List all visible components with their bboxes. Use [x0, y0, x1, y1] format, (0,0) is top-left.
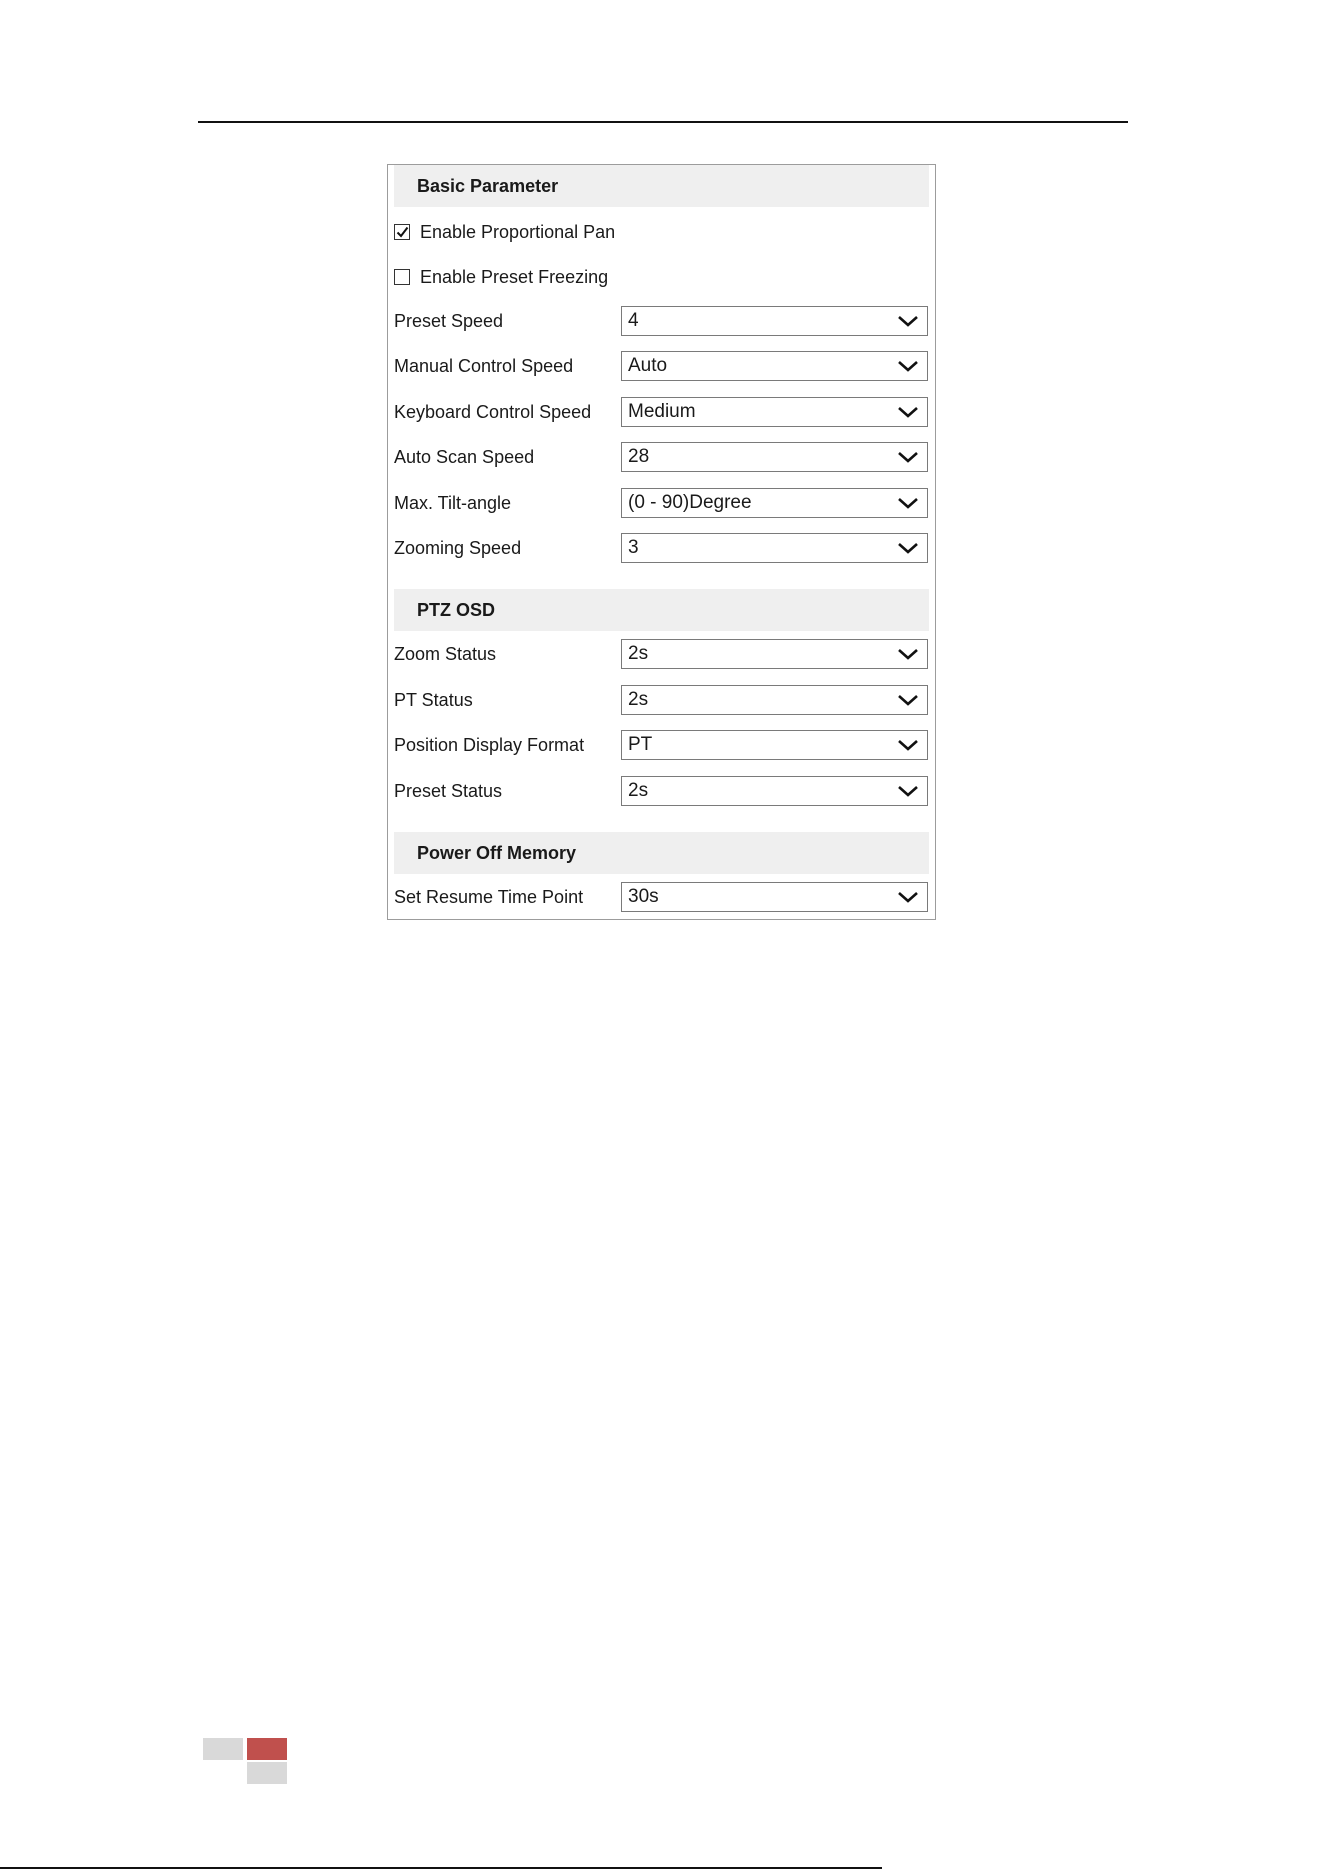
section-title: PTZ OSD	[417, 600, 496, 620]
chevron-down-icon	[897, 693, 919, 707]
field-label-keyboard-control-speed: Keyboard Control Speed	[394, 402, 592, 422]
field-label-pt-status: PT Status	[394, 690, 473, 710]
field-label-set-resume-time-point: Set Resume Time Point	[394, 887, 584, 907]
zoom-status-select[interactable]	[621, 639, 928, 669]
footer-gray-block	[203, 1738, 243, 1760]
select-value: 28	[628, 446, 650, 467]
position-display-format-select[interactable]	[621, 730, 928, 760]
keyboard-control-speed-select[interactable]	[621, 397, 928, 427]
checkbox-preset-freezing[interactable]	[394, 269, 410, 285]
field-label-position-display-format: Position Display Format	[394, 735, 585, 755]
checkbox-label: Enable Proportional Pan	[420, 221, 616, 242]
section-header-power-off-memory	[394, 832, 929, 874]
checkbox-row-preset-freezing[interactable]	[394, 265, 608, 289]
chevron-down-icon	[897, 450, 919, 464]
section-header-basic-parameter	[394, 165, 929, 207]
section-title: Basic Parameter	[417, 176, 559, 196]
footer-gray-block	[247, 1762, 287, 1784]
footer-red-block	[247, 1738, 287, 1760]
field-label-preset-speed: Preset Speed	[394, 311, 504, 331]
chevron-down-icon	[897, 405, 919, 419]
select-value: Auto	[628, 355, 668, 376]
field-label-preset-status: Preset Status	[394, 781, 503, 801]
chevron-down-icon	[897, 890, 919, 904]
select-value: 30s	[628, 886, 659, 907]
ptz-settings-panel	[387, 164, 936, 920]
zooming-speed-select[interactable]	[621, 533, 928, 563]
top-rule	[198, 121, 1128, 123]
checkbox-label: Enable Preset Freezing	[420, 266, 609, 287]
chevron-down-icon	[897, 738, 919, 752]
chevron-down-icon	[897, 647, 919, 661]
select-value: (0 - 90)Degree	[628, 492, 752, 513]
chevron-down-icon	[897, 359, 919, 373]
select-value: PT	[628, 734, 653, 755]
preset-status-select[interactable]	[621, 776, 928, 806]
field-label-auto-scan-speed: Auto Scan Speed	[394, 447, 535, 467]
field-label-zooming-speed: Zooming Speed	[394, 538, 522, 558]
set-resume-time-point-select[interactable]	[621, 882, 928, 912]
max-tilt-angle-select[interactable]	[621, 488, 928, 518]
field-label-max-tilt-angle: Max. Tilt-angle	[394, 493, 512, 513]
checkbox-proportional-pan[interactable]	[394, 224, 410, 240]
chevron-down-icon	[897, 541, 919, 555]
section-header-ptz-osd	[394, 589, 929, 631]
chevron-down-icon	[897, 496, 919, 510]
checkbox-row-proportional-pan[interactable]	[394, 220, 615, 244]
select-value: Medium	[628, 401, 696, 422]
auto-scan-speed-select[interactable]	[621, 442, 928, 472]
field-label-zoom-status: Zoom Status	[394, 644, 497, 664]
chevron-down-icon	[897, 314, 919, 328]
select-value: 2s	[628, 643, 649, 664]
chevron-down-icon	[897, 784, 919, 798]
manual-control-speed-select[interactable]	[621, 351, 928, 381]
pt-status-select[interactable]	[621, 685, 928, 715]
select-value: 3	[628, 537, 639, 558]
preset-speed-select[interactable]	[621, 306, 928, 336]
select-value: 4	[628, 310, 639, 331]
field-label-manual-control-speed: Manual Control Speed	[394, 356, 574, 376]
checkmark-icon	[396, 226, 409, 238]
section-title: Power Off Memory	[417, 843, 577, 863]
bottom-rule	[0, 1867, 882, 1869]
select-value: 2s	[628, 689, 649, 710]
select-value: 2s	[628, 780, 649, 801]
